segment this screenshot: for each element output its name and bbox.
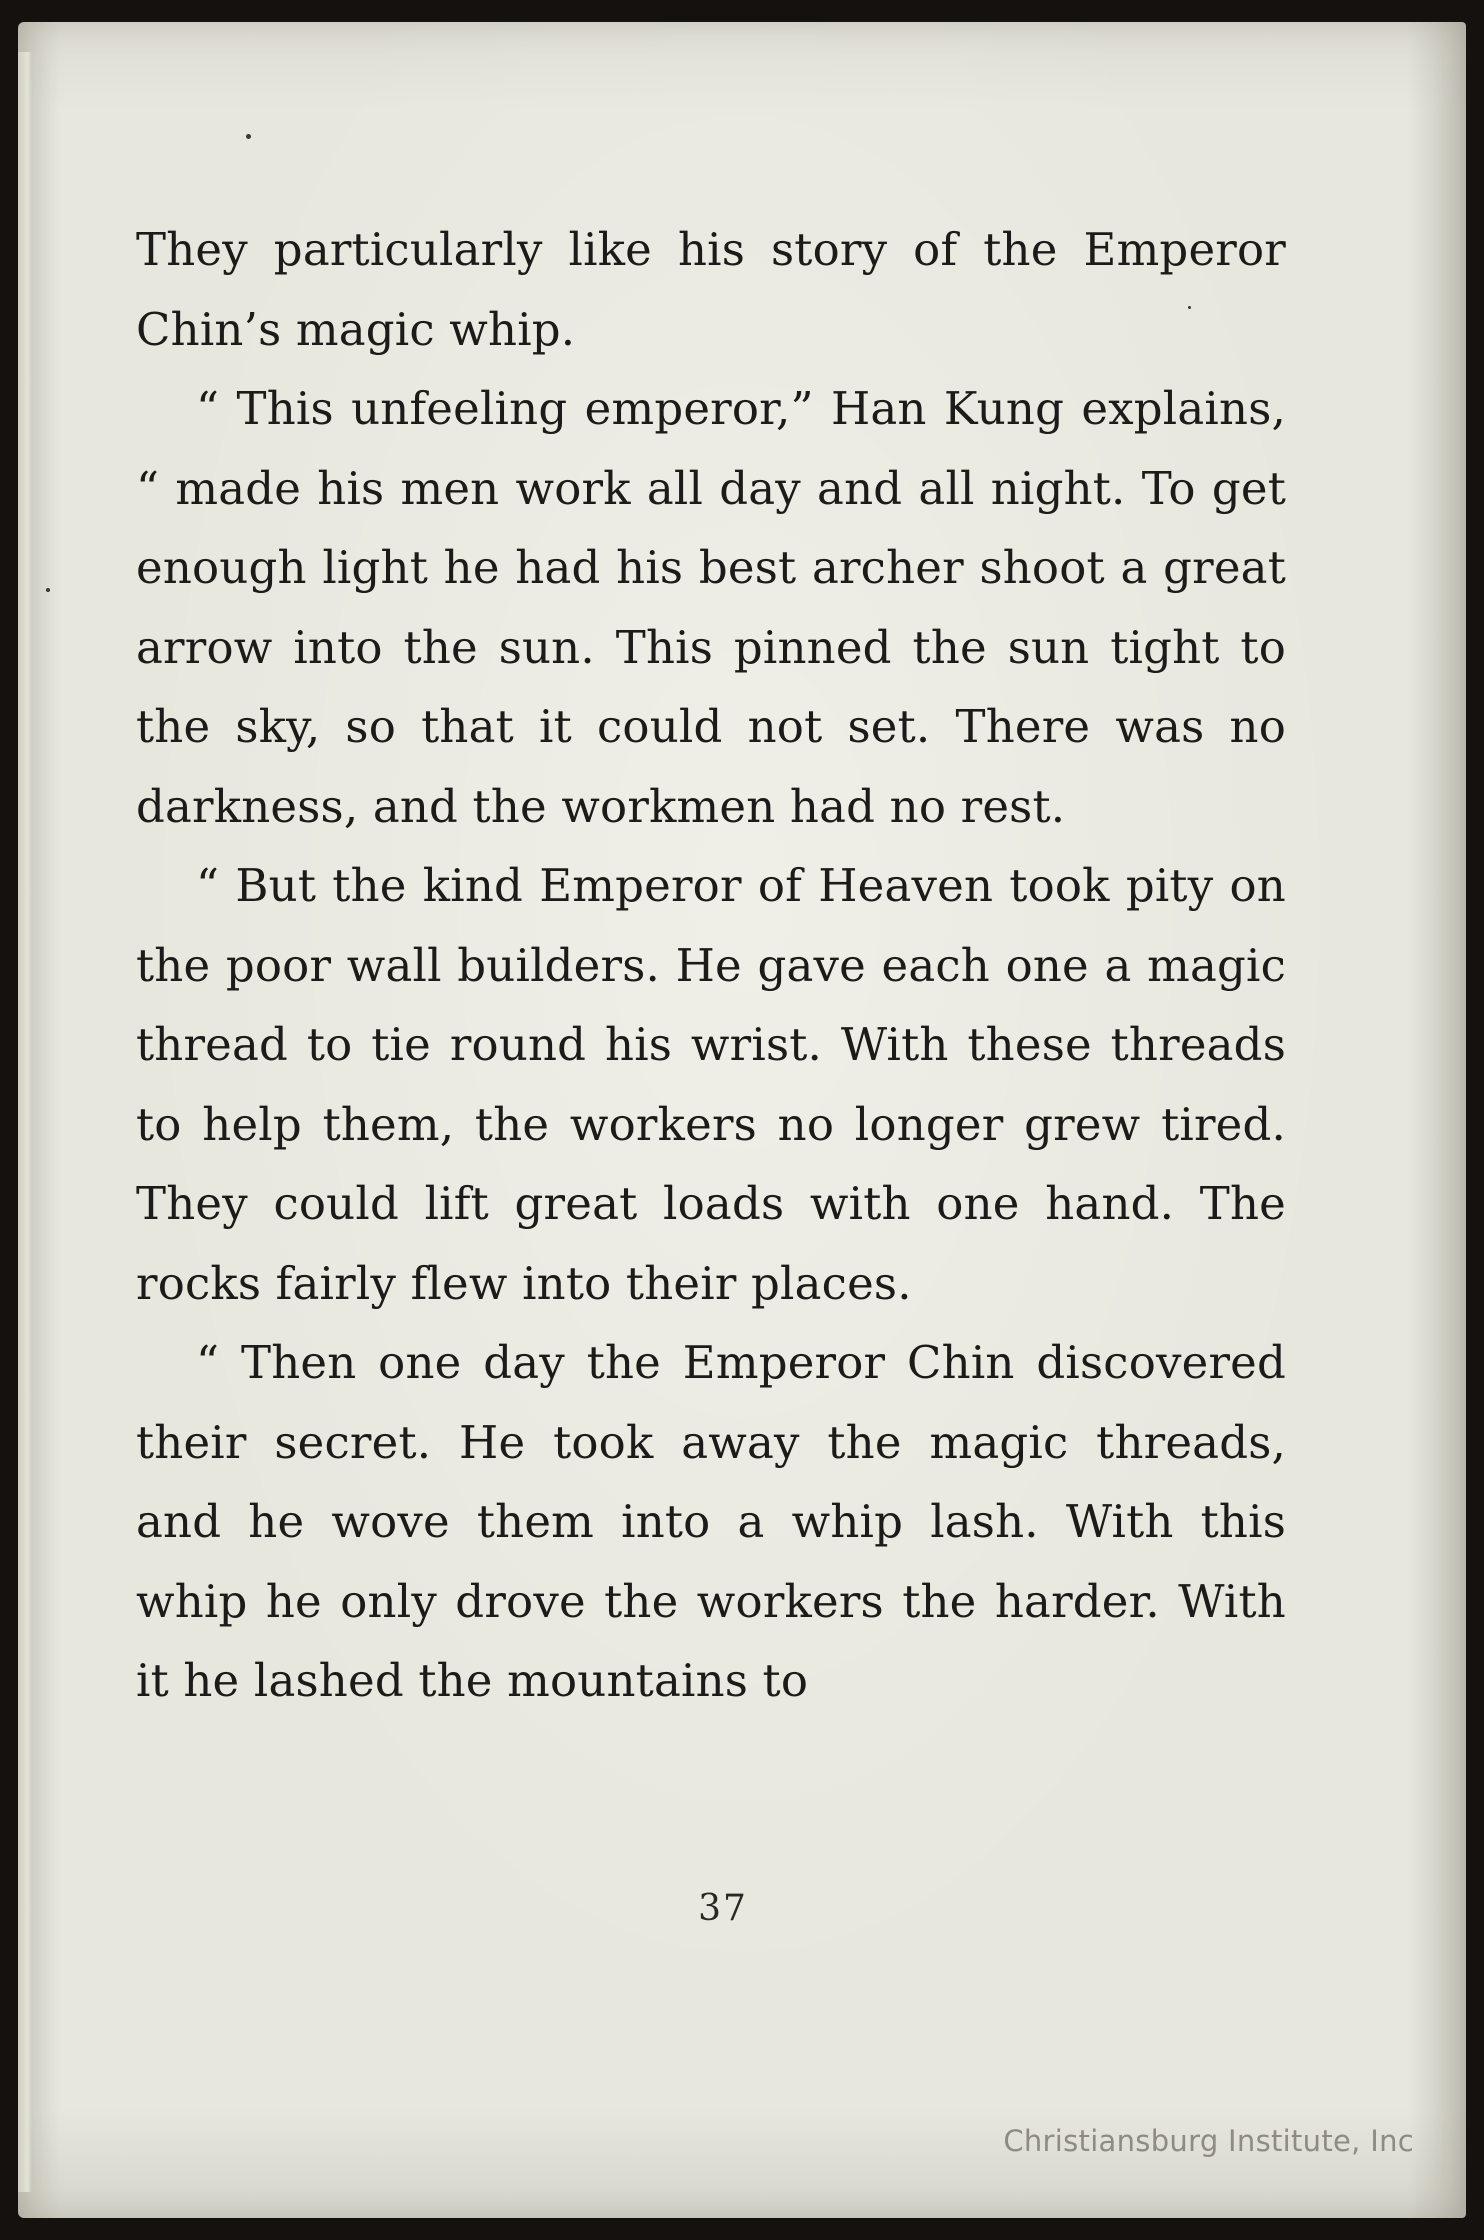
paragraph: “ Then one day the Emperor Chin discovered their secret. He took away the magic threads, and he wove them into a whip lash. With this whip he only drove the workers the harder. With it he lashed the mountains to [136, 1336, 1286, 1707]
page-spine-edge [18, 52, 32, 2192]
paragraph: “ This unfeeling emperor,” Han Kung explains, “ made his men work all day and all night. To get enough light he had his best archer shoot a great arrow into the sun. This pinned the sun tight to the sky, so that it could not set. There was no darkness, and the workmen had no rest. [136, 382, 1286, 833]
paper-speck [246, 134, 251, 139]
body-text [136, 210, 1286, 1721]
paper-speck [46, 588, 50, 592]
paragraph: “ But the kind Emperor of Heaven took pity on the poor wall builders. He gave each one a magic thread to tie round his wrist. With these threads to help them, the workers no longer grew tired. They could lift great loads with one hand. The rocks fairly flew into their places. [136, 859, 1286, 1310]
paragraph: They particularly like his story of the Emperor Chin’s magic whip. [136, 223, 1286, 356]
watermark-text: Christiansburg Institute, Inc [1003, 2124, 1414, 2158]
book-page [18, 22, 1466, 2218]
page-number: 37 [698, 1888, 748, 1929]
